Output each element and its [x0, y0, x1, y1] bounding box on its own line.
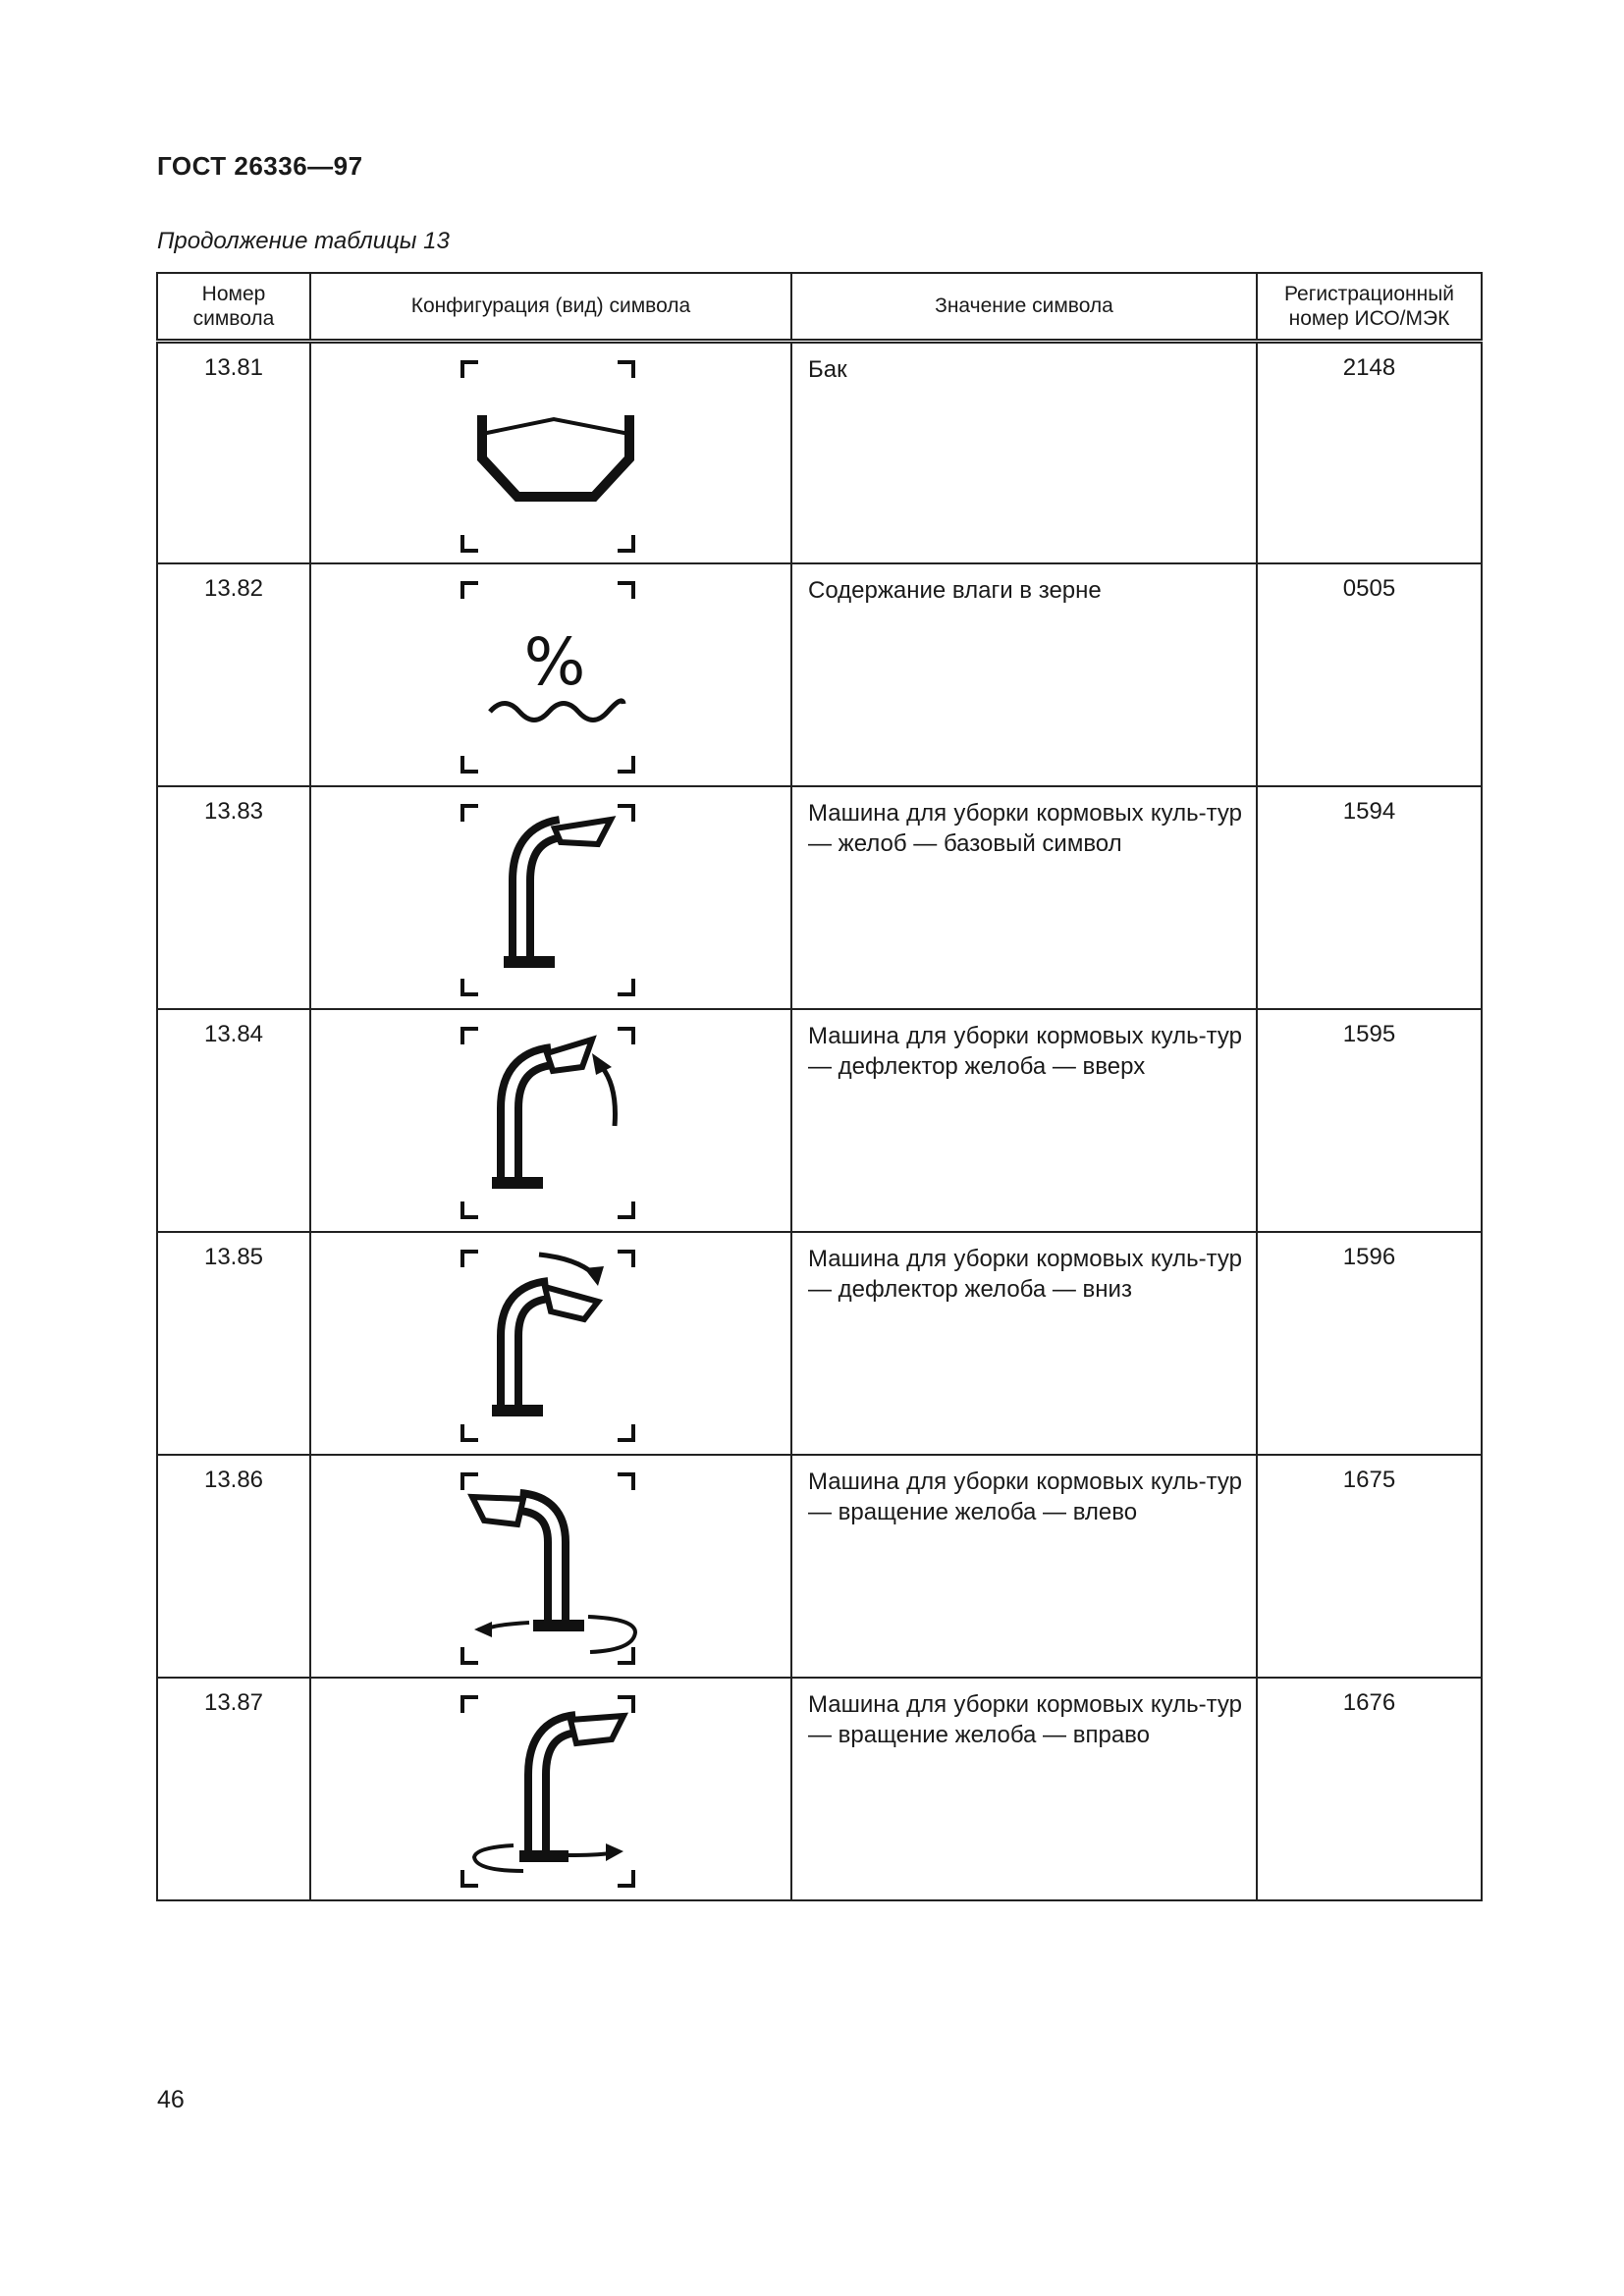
symbol-meaning: Содержание влаги в зерне [791, 563, 1257, 786]
document-code: ГОСТ 26336—97 [157, 151, 363, 181]
table-row [157, 341, 1482, 563]
spout-rotate-right-icon [311, 1679, 792, 1901]
spout-rotate-left-icon [311, 1456, 792, 1679]
spout-deflector-down-icon [311, 1233, 792, 1456]
symbol-meaning: Машина для уборки кормовых куль-тур — дефлектор желоба — вниз [791, 1232, 1257, 1455]
symbol-number: 13.87 [157, 1678, 310, 1900]
registration-number: 2148 [1257, 341, 1482, 563]
symbol-number: 13.82 [157, 563, 310, 786]
column-header-configuration: Конфигурация (вид) символа [310, 273, 791, 341]
registration-number: 1594 [1257, 786, 1482, 1009]
table-header-row [157, 273, 1482, 341]
column-header-meaning: Значение символа [791, 273, 1257, 341]
symbol-configuration-cell [310, 341, 791, 563]
registration-number: 1676 [1257, 1678, 1482, 1900]
symbol-meaning: Бак [791, 341, 1257, 563]
symbol-number: 13.84 [157, 1009, 310, 1232]
symbol-configuration-cell [310, 1009, 791, 1232]
symbol-meaning: Машина для уборки кормовых куль-тур — желоб — базовый символ [791, 786, 1257, 1009]
table-row [157, 563, 1482, 786]
table-row [157, 1455, 1482, 1678]
symbol-number: 13.85 [157, 1232, 310, 1455]
symbol-configuration-cell [310, 1678, 791, 1900]
svg-text:%: % [523, 624, 586, 700]
spout-deflector-up-icon [311, 1010, 792, 1233]
symbol-configuration-cell [310, 1455, 791, 1678]
table-row [157, 1232, 1482, 1455]
symbol-configuration-cell [310, 563, 791, 786]
symbol-configuration-cell [310, 1232, 791, 1455]
symbol-configuration-cell [310, 786, 791, 1009]
grain-moisture-icon [311, 564, 792, 787]
symbols-table [156, 272, 1483, 1901]
column-header-number: Номер символа [157, 273, 310, 341]
registration-number: 1596 [1257, 1232, 1482, 1455]
page-number: 46 [157, 2086, 185, 2113]
table-caption: Продолжение таблицы 13 [157, 228, 450, 254]
column-header-registration: Регистрационный номер ИСО/МЭК [1257, 273, 1482, 341]
table-row [157, 1009, 1482, 1232]
registration-number: 1675 [1257, 1455, 1482, 1678]
symbol-number: 13.81 [157, 341, 310, 563]
symbol-meaning: Машина для уборки кормовых куль-тур — дефлектор желоба — вверх [791, 1009, 1257, 1232]
symbol-number: 13.83 [157, 786, 310, 1009]
forage-harvester-spout-icon [311, 787, 792, 1010]
symbol-meaning: Машина для уборки кормовых куль-тур — вращение желоба — влево [791, 1455, 1257, 1678]
symbol-meaning: Машина для уборки кормовых куль-тур — вращение желоба — вправо [791, 1678, 1257, 1900]
registration-number: 0505 [1257, 563, 1482, 786]
table-row [157, 786, 1482, 1009]
tank-icon [311, 344, 792, 566]
symbol-number: 13.86 [157, 1455, 310, 1678]
table-row [157, 1678, 1482, 1900]
registration-number: 1595 [1257, 1009, 1482, 1232]
